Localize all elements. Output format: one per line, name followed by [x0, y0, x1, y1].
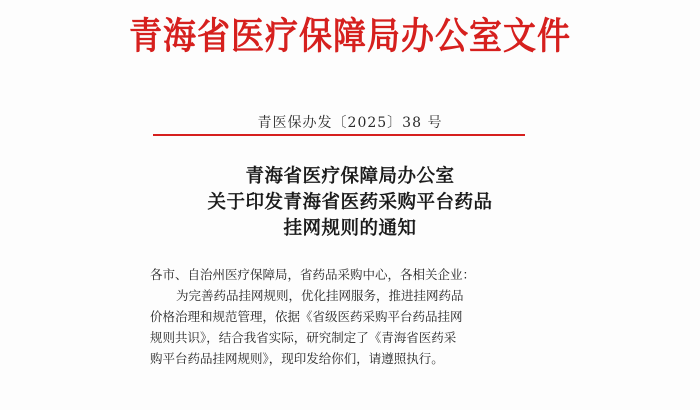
addressee-line: 各市、自治州医疗保障局，省药品采购中心，各相关企业： [150, 267, 476, 282]
document-title [0, 164, 700, 242]
title-line-2: 关于印发青海省医药采购平台药品 [207, 192, 493, 213]
title-line-3: 挂网规则的通知 [283, 218, 417, 239]
body-line-2: 价格治理和规范管理，依据《省级医药采购平台药品挂网 [150, 309, 463, 324]
body-line-1: 为完善药品挂网规则，优化挂网服务，推进挂网药品 [176, 288, 464, 303]
document-masthead: 青海省医疗保障局办公室文件 [129, 13, 571, 58]
body-line-4: 购平台药品挂网规则》，现印发给你们，请遵照执行。 [150, 351, 444, 366]
document-body [150, 264, 550, 369]
title-line-1: 青海省医疗保障局办公室 [245, 166, 455, 187]
red-divider-rule [153, 134, 525, 136]
document-number: 青医保办发〔2025〕38 号 [257, 115, 443, 131]
body-line-3: 规则共识》，结合我省实际，研究制定了《青海省医药采 [150, 330, 457, 345]
